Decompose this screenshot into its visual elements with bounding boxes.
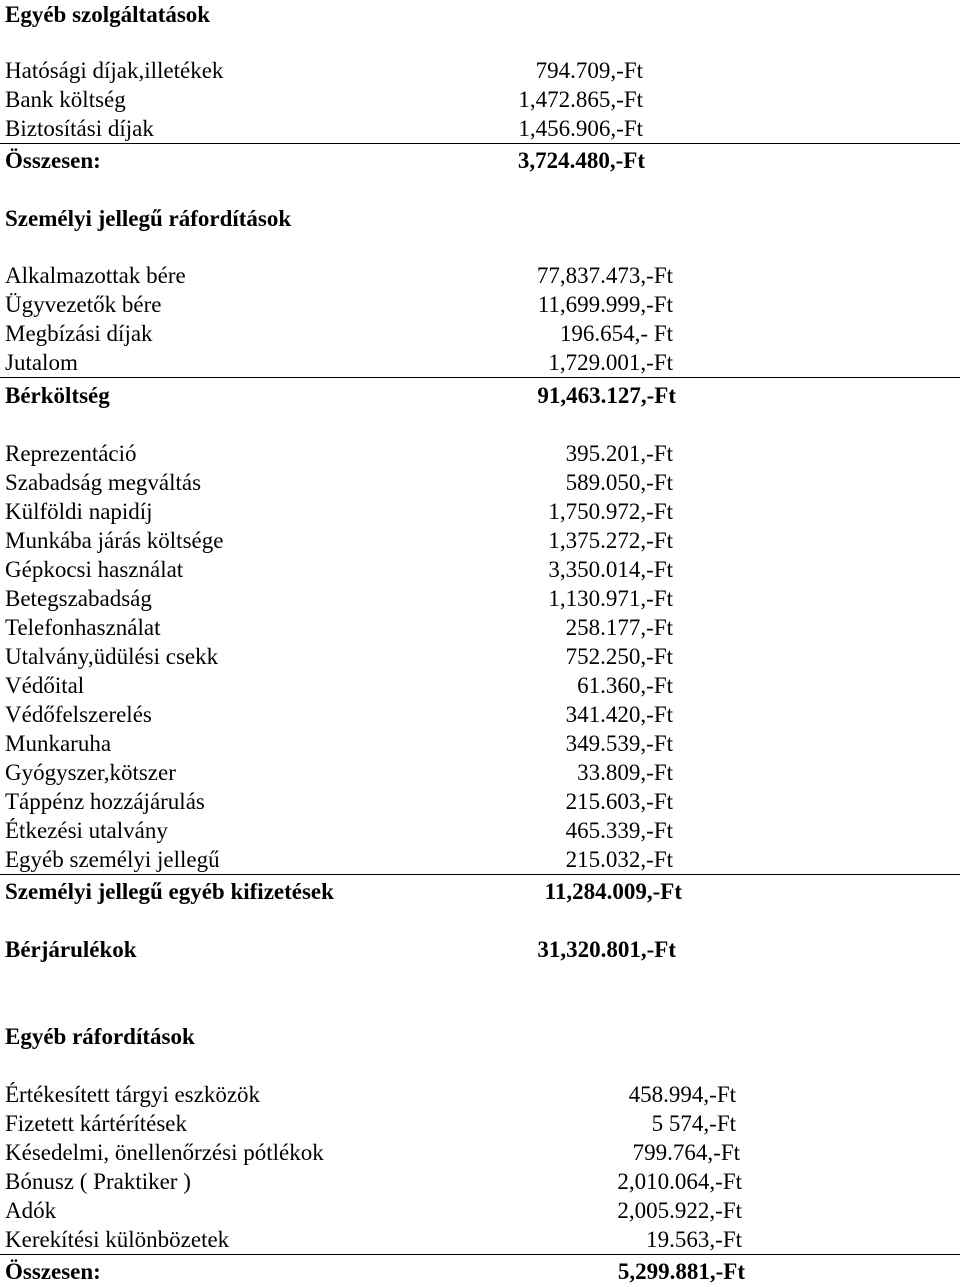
row-value: 2,005.922,-Ft [617, 1198, 742, 1223]
berjarulekok-label: Bérjárulékok [5, 937, 137, 962]
table-row [0, 845, 960, 874]
table-row [0, 468, 960, 497]
total-value: 11,284.009,-Ft [544, 879, 682, 904]
total-label: Összesen: [5, 148, 101, 173]
total-value: 3,724.480,-Ft [517, 148, 645, 173]
row-value: 258.177,-Ft [565, 615, 673, 640]
berjarulekok-value: 31,320.801,-Ft [537, 937, 676, 962]
total-label: Személyi jellegű egyéb kifizetések [5, 879, 334, 904]
row-label: Táppénz hozzájárulás [5, 789, 205, 814]
row-value: 349.539,-Ft [565, 731, 673, 756]
table-row [0, 497, 960, 526]
table-row [0, 1225, 960, 1254]
row-label: Gépkocsi használat [5, 557, 184, 582]
row-value: 1,130.971,-Ft [548, 586, 673, 611]
row-label: Reprezentáció [5, 441, 137, 466]
row-label: Munkaruha [5, 731, 112, 756]
row-label: Alkalmazottak bére [5, 263, 186, 288]
row-value: 196.654,- Ft [559, 321, 673, 346]
row-label: Külföldi napidíj [5, 499, 153, 524]
total-divider [0, 143, 960, 144]
total-row [0, 1257, 960, 1286]
row-label: Bónusz ( Praktiker ) [5, 1169, 191, 1194]
total-divider [0, 874, 960, 875]
table-row [0, 671, 960, 700]
row-value: 458.994,-Ft [628, 1082, 736, 1107]
berjarulekok-row [0, 935, 960, 964]
row-value: 5 574,-Ft [651, 1111, 736, 1136]
row-label: Egyéb személyi jellegű [5, 847, 220, 872]
row-value: 1,456.906,-Ft [518, 116, 643, 141]
table-row [0, 758, 960, 787]
row-value: 215.603,-Ft [565, 789, 673, 814]
table-row [0, 439, 960, 468]
row-label: Adók [5, 1198, 57, 1223]
table-row [0, 348, 960, 377]
table-row [0, 1167, 960, 1196]
row-value: 2,010.064,-Ft [617, 1169, 742, 1194]
total-label: Összesen: [5, 1259, 101, 1284]
table-row [0, 816, 960, 845]
table-row [0, 56, 960, 85]
row-label: Biztosítási díjak [5, 116, 154, 141]
row-label: Kerekítési különbözetek [5, 1227, 230, 1252]
row-label: Utalvány,üdülési csekk [5, 644, 219, 669]
row-value: 799.764,-Ft [632, 1140, 740, 1165]
table-row [0, 526, 960, 555]
table-row [0, 114, 960, 143]
row-value: 3,350.014,-Ft [548, 557, 673, 582]
table-row [0, 787, 960, 816]
row-value: 752.250,-Ft [565, 644, 673, 669]
row-label: Étkezési utalvány [5, 818, 168, 843]
section-heading-egyeb-szolgaltatasok: Egyéb szolgáltatások [5, 2, 211, 27]
row-label: Fizetett kártérítések [5, 1111, 188, 1136]
table-row [0, 1109, 960, 1138]
table-row [0, 584, 960, 613]
row-value: 395.201,-Ft [565, 441, 673, 466]
row-value: 1,729.001,-Ft [548, 350, 673, 375]
row-value: 19.563,-Ft [646, 1227, 742, 1252]
row-label: Munkába járás költsége [5, 528, 224, 553]
row-value: 61.360,-Ft [577, 673, 673, 698]
row-label: Védőfelszerelés [5, 702, 152, 727]
table-row [0, 319, 960, 348]
table-row [0, 1138, 960, 1167]
table-row [0, 700, 960, 729]
table-row [0, 729, 960, 758]
table-row [0, 555, 960, 584]
total-row [0, 146, 960, 175]
total-row [0, 877, 960, 906]
row-label: Jutalom [5, 350, 78, 375]
row-label: Bank költség [5, 87, 126, 112]
row-label: Szabadság megváltás [5, 470, 202, 495]
row-value: 341.420,-Ft [565, 702, 673, 727]
row-value: 33.809,-Ft [577, 760, 673, 785]
total-value: 91,463.127,-Ft [537, 383, 676, 408]
table-row [0, 261, 960, 290]
row-value: 77,837.473,-Ft [536, 263, 673, 288]
row-value: 465.339,-Ft [565, 818, 673, 843]
table-row [0, 85, 960, 114]
row-label: Késedelmi, önellenőrzési pótlékok [5, 1140, 324, 1165]
row-value: 215.032,-Ft [565, 847, 673, 872]
row-value: 589.050,-Ft [565, 470, 673, 495]
total-row [0, 381, 960, 410]
row-label: Megbízási díjak [5, 321, 153, 346]
row-label: Ügyvezetők bére [5, 292, 162, 317]
table-row [0, 290, 960, 319]
total-value: 5,299.881,-Ft [617, 1259, 745, 1284]
row-label: Gyógyszer,kötszer [5, 760, 176, 785]
table-row [0, 642, 960, 671]
total-divider [0, 1254, 960, 1255]
row-label: Telefonhasználat [5, 615, 161, 640]
row-label: Védőital [5, 673, 85, 698]
section-heading-szemelyi-jellegu: Személyi jellegű ráfordítások [5, 206, 292, 231]
section-heading-egyeb-raforditasok: Egyéb ráfordítások [5, 1024, 195, 1049]
row-value: 1,472.865,-Ft [518, 87, 643, 112]
row-value: 794.709,-Ft [535, 58, 643, 83]
total-divider [0, 377, 960, 378]
table-row [0, 613, 960, 642]
row-label: Értékesített tárgyi eszközök [5, 1082, 261, 1107]
table-row [0, 1196, 960, 1225]
row-value: 1,750.972,-Ft [548, 499, 673, 524]
row-label: Betegszabadság [5, 586, 152, 611]
row-value: 1,375.272,-Ft [548, 528, 673, 553]
table-row [0, 1080, 960, 1109]
row-value: 11,699.999,-Ft [537, 292, 673, 317]
total-label: Bérköltség [5, 383, 110, 408]
row-label: Hatósági díjak,illetékek [5, 58, 224, 83]
